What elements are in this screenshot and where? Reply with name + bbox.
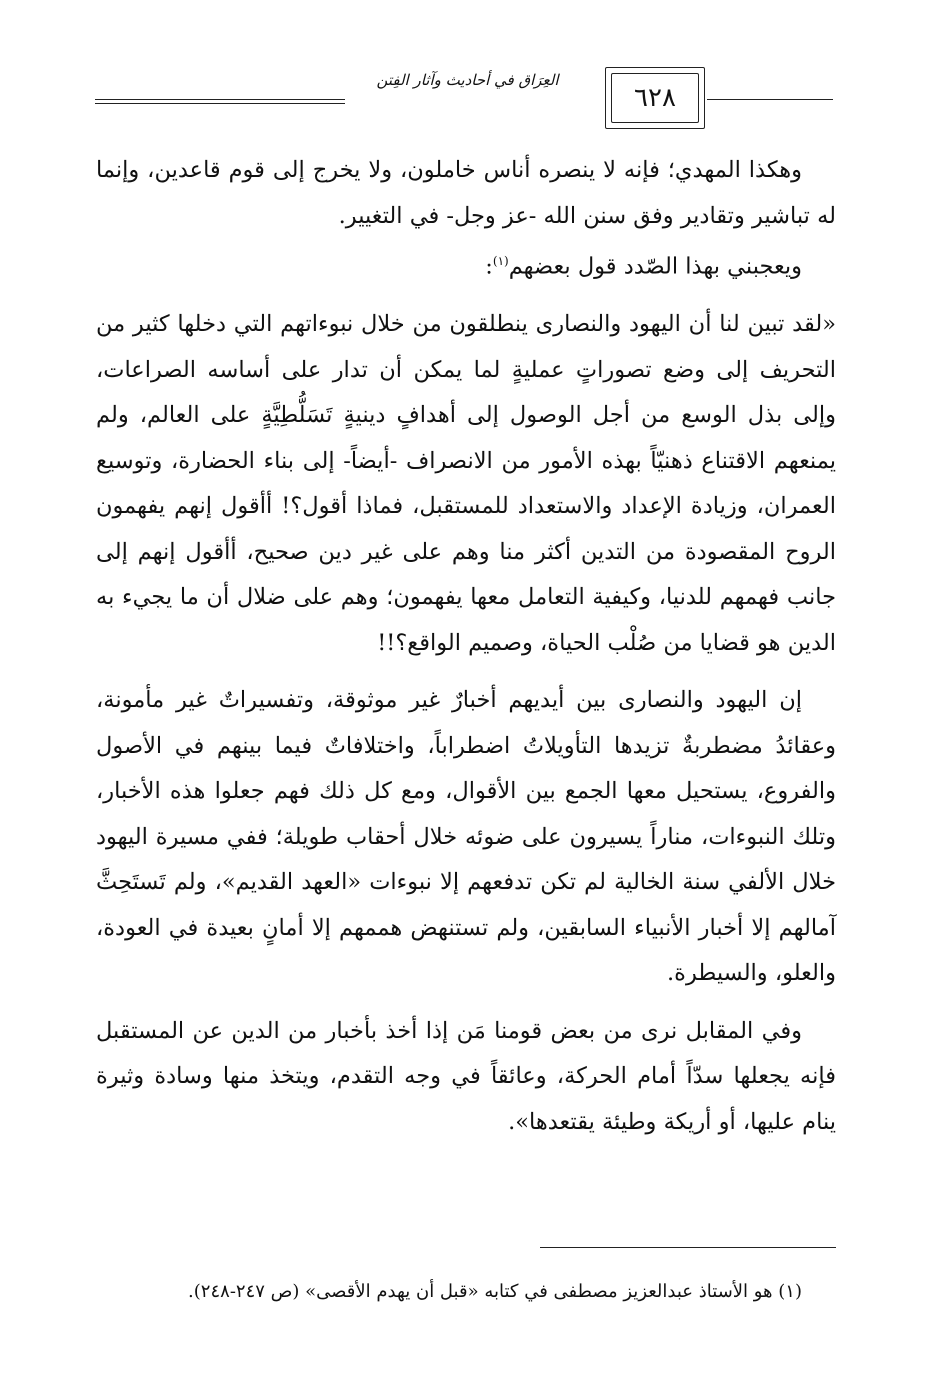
footnote-reference: (١) [492, 254, 509, 268]
paragraph-4: إن اليهود والنصارى بين أيديهم أخبارٌ غير موثوقة، وتفسيراتٌ غير مأمونة، وعقائدُ مضطربةٌ تزيدها التأويلاتُ اضطراباً، واختلافاتٌ فيما بينهم في الأصول والفروع، يستحيل معها الجمع بين الأقوال، ومع كل ذلك فهم جعلوا هذه الأخبار، وتلك النبوءات، مناراً يسيرون على ضوئه خلال أحقاب طويلة؛ ففي مسيرة اليهود خلال الألفي سنة الخالية لم تكن تدفعهم إلا نبوءات «العهد القديم»، ولم تَستَحِثَّ آمالهم إلا أخبار الأنبياء السابقين، ولم تستنهض هممهم إلا أمانٍ بعيدة في العودة، والعلو، والسيطرة. [96, 687, 836, 986]
header-rule-left-thin [95, 103, 345, 104]
paragraph-3-quote: «لقد تبين لنا أن اليهود والنصارى ينطلقون من خلال نبوءاتهم التي دخلها كثير من التحريف إلى وضع تصوراتٍ عمليةٍ لما يمكن أن تدار على أساسه الصراعات، وإلى بذل الوسع من أجل الوصول إلى أهدافٍ دينيةٍ تَسَلُّطِيَّةٍ على العالم، ولم يمنعهم الاقتناع ذهنيّاً بهذه الأمور من الانصراف -أيضاً- إلى بناء الحضارة، وتوسيع العمران، وزيادة الإعداد والاستعداد للمستقبل، فماذا أقول؟! أأقول إنهم يفهمون الروح المقصودة من التدين أكثر منا وهم على غير دين صحيح، أأقول إنهم إلى جانب فهمهم للدنيا، وكيفية التعامل معها يفهمون؛ وهم على ضلال أن ما يجيء به الدين هو قضايا من صُلْب الحياة، وصميم الواقع؟!! [96, 311, 836, 656]
header-rule-right [707, 99, 833, 100]
paragraph-1: وهكذا المهدي؛ فإنه لا ينصره أناس خاملون، ولا يخرج إلى قوم قاعدين، وإنما له تباشير وتقادير وفق سنن الله -عز وجل- في التغيير. [96, 157, 836, 229]
paragraph-2 [96, 239, 836, 290]
header-rule-left [95, 99, 345, 100]
page-number-box [605, 67, 705, 129]
footnote: (١) هو الأستاذ عبدالعزيز مصطفى في كتابه «قبل أن يهدم الأقصى» (ص ٢٤٧-٢٤٨). [188, 1281, 802, 1302]
book-title: العِرَاق في أحاديث وآثار الفِتن [376, 71, 559, 89]
running-header [95, 55, 835, 135]
footnote-separator [540, 1247, 836, 1248]
page-number-frame [611, 73, 699, 123]
paragraph-2-text: ويعجبني بهذا الصّدد قول بعضهم [508, 253, 802, 280]
page-number: ٦٢٨ [634, 83, 676, 113]
page-body [96, 148, 836, 1145]
paragraph-2-colon: : [485, 253, 493, 280]
paragraph-5: وفي المقابل نرى من بعض قومنا مَن إذا أخذ بأخبار من الدين عن المستقبل فإنه يجعلها سدّاً أمام الحركة، وعائقاً في وجه التقدم، ويتخذ منها وسادة وثيرة ينام عليها، أو أريكة وطيئة يقتعدها». [96, 1017, 836, 1135]
